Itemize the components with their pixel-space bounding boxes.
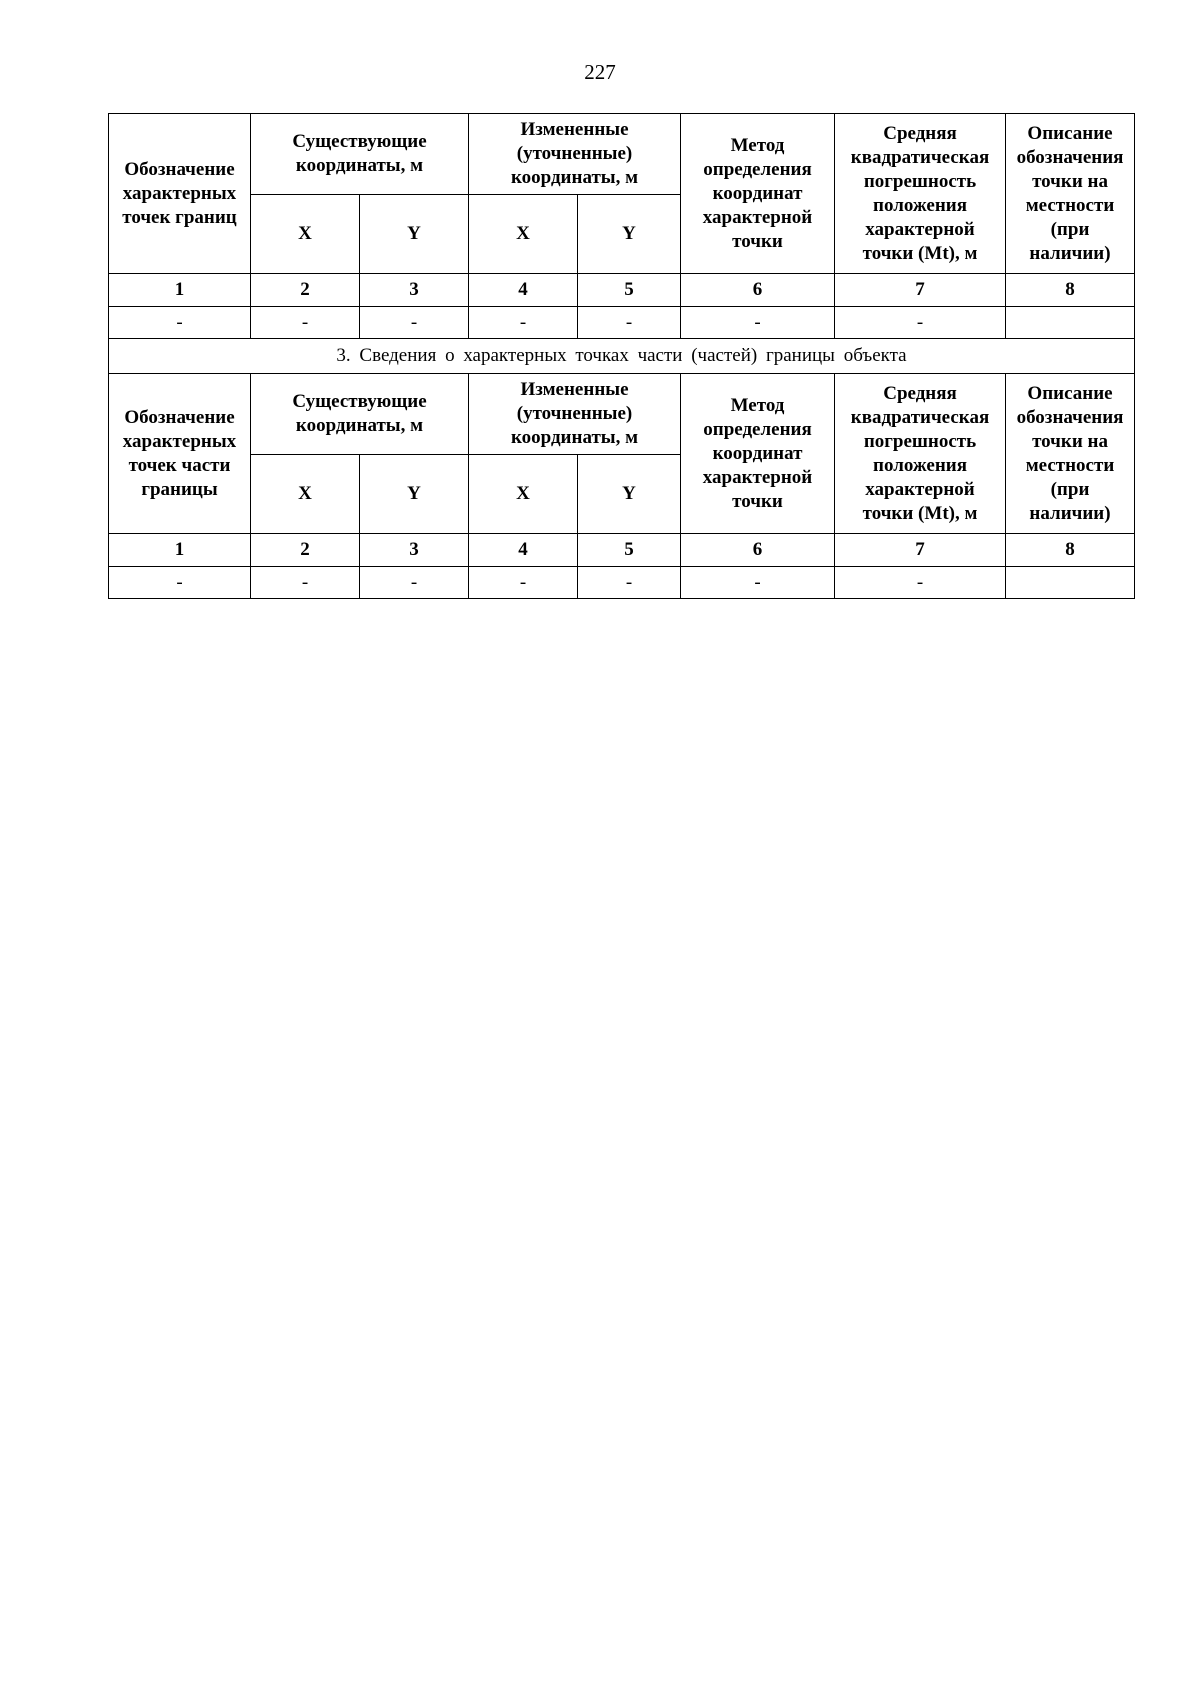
coordinates-table [108,113,1135,599]
table-cell: - [251,307,360,339]
table1-error-header: Средняя квадратическая погрешность положения характерной точки (Mt), м [835,114,1006,274]
column-number: 7 [835,534,1006,567]
table1-header-row-1 [109,114,1135,195]
table-cell: - [469,307,578,339]
column-number: 1 [109,534,251,567]
section-3-title: 3. Сведения о характерных точках части (частей) границы объекта [109,339,1135,374]
page-number: 227 [584,60,616,84]
table1-x-changed-header: X [469,195,578,274]
table-cell: - [469,567,578,599]
column-number: 5 [578,534,681,567]
table2-column-numbers-row [109,534,1135,567]
column-number: 4 [469,534,578,567]
table2-col-designation-header: Обозначение характерных точек части границы [109,374,251,534]
column-number: 8 [1006,534,1135,567]
table-cell: - [360,567,469,599]
table-cell: - [578,567,681,599]
table1-changed-coords-header: Измененные (уточненные) координаты, м [469,114,681,195]
table-cell: - [681,567,835,599]
column-number: 6 [681,534,835,567]
table-cell: - [109,567,251,599]
table1-x-existing-header: X [251,195,360,274]
table2-x-changed-header: X [469,455,578,534]
table2-error-header: Средняя квадратическая погрешность положения характерной точки (Mt), м [835,374,1006,534]
column-number: 1 [109,274,251,307]
column-number: 5 [578,274,681,307]
table2-existing-coords-header: Существующие координаты, м [251,374,469,455]
table-cell: - [835,567,1006,599]
table2-y-changed-header: Y [578,455,681,534]
table1-description-header: Описание обозначения точки на местности (при наличии) [1006,114,1135,274]
column-number: 8 [1006,274,1135,307]
table2-header-row-1 [109,374,1135,455]
table2-x-existing-header: X [251,455,360,534]
column-number: 2 [251,534,360,567]
column-number: 6 [681,274,835,307]
column-number: 3 [360,274,469,307]
table1-col-designation-header: Обозначение характерных точек границ [109,114,251,274]
table2-description-header: Описание обозначения точки на местности (при наличии) [1006,374,1135,534]
column-number: 7 [835,274,1006,307]
table-cell [1006,307,1135,339]
table-cell: - [681,307,835,339]
table-cell: - [360,307,469,339]
table1-method-header: Метод определения координат характерной точки [681,114,835,274]
table2-y-existing-header: Y [360,455,469,534]
column-number: 4 [469,274,578,307]
column-number: 2 [251,274,360,307]
table1-existing-coords-header: Существующие координаты, м [251,114,469,195]
column-number: 3 [360,534,469,567]
table2-changed-coords-header: Измененные (уточненные) координаты, м [469,374,681,455]
table-cell: - [251,567,360,599]
table1-y-existing-header: Y [360,195,469,274]
section-3-row [109,339,1135,374]
table-cell: - [578,307,681,339]
table-cell [1006,567,1135,599]
table2-data-row [109,567,1135,599]
table1-column-numbers-row [109,274,1135,307]
table-cell: - [109,307,251,339]
table2-method-header: Метод определения координат характерной точки [681,374,835,534]
table1-y-changed-header: Y [578,195,681,274]
table1-data-row [109,307,1135,339]
table-cell: - [835,307,1006,339]
